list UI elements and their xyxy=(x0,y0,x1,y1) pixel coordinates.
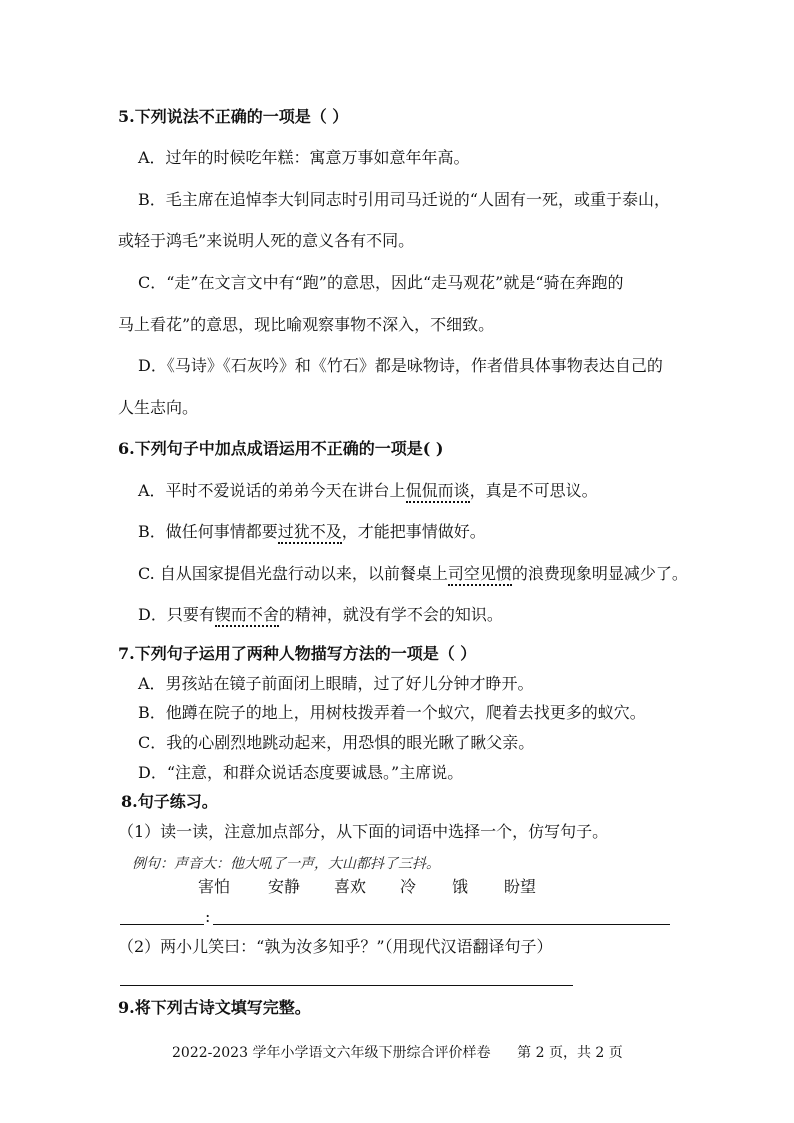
dotted-idiom: 司空见惯 xyxy=(448,564,512,586)
word-bank-item: 喜欢 xyxy=(334,877,367,896)
question-6-option-d xyxy=(138,604,503,626)
question-5-option-d: D．《马诗》《石灰吟》和《竹石》都是咏物诗，作者借具体事物表达自己的 xyxy=(138,356,663,375)
question-5-option-c-cont: 马上看花”的意思，现比喻观察事物不深入，不细致。 xyxy=(118,315,495,334)
question-7-option-c: C．我的心剧烈地跳动起来，用恐惧的眼光瞅了瞅父亲。 xyxy=(138,733,535,752)
question-5-option-d-cont: 人生志向。 xyxy=(118,398,199,417)
question-6-option-c xyxy=(138,563,688,585)
question-7-option-a: A．男孩站在镜子前面闭上眼睛，过了好儿分钟才睁开。 xyxy=(138,674,534,693)
option-text: C. 自从国家提倡光盘行动以来，以前餐桌上 xyxy=(138,564,448,583)
question-5-option-c: C．“走”在文言文中有“跑”的意思，因此“走马观花”就是“骑在奔跑的 xyxy=(138,273,624,292)
question-5-title: 5.下列说法不正确的一项是（ ） xyxy=(118,107,349,126)
question-8-part-2: （2）两小儿笑曰：“孰为汝多知乎？”（用现代汉语翻译句子） xyxy=(118,937,553,956)
question-6-title: 6.下列句子中加点成语运用不正确的一项是( ) xyxy=(118,439,444,458)
answer-blank-sentence[interactable] xyxy=(213,924,670,925)
question-5-option-a: A．过年的时候吃年糕：寓意万事如意年年高。 xyxy=(138,148,470,167)
answer-colon: : xyxy=(205,907,211,926)
option-text: 的浪费现象明显减少了。 xyxy=(511,564,688,583)
question-6-option-a xyxy=(138,480,598,502)
dotted-idiom: 过犹不及 xyxy=(278,522,342,544)
word-bank-item: 安静 xyxy=(268,877,301,896)
question-5-option-b-cont: 或轻于鸿毛”来说明人死的意义各有不同。 xyxy=(118,231,415,250)
word-bank xyxy=(198,876,564,898)
question-6-option-b xyxy=(138,521,486,543)
option-text: ，真是不可思议。 xyxy=(469,481,598,500)
question-7-option-b: B．他蹲在院子的地上，用树枝拨弄着一个蚁穴，爬着去找更多的蚁穴。 xyxy=(138,703,646,722)
option-text: 的精神，就没有学不会的知识。 xyxy=(278,605,503,624)
footer-gap xyxy=(490,1045,517,1061)
option-text: D．只要有 xyxy=(138,605,215,624)
dotted-idiom: 侃侃而谈 xyxy=(406,481,470,503)
question-9-title: 9.将下列古诗文填写完整。 xyxy=(118,998,311,1017)
word-bank-item: 盼望 xyxy=(504,877,537,896)
question-8-title: 8.句子练习。 xyxy=(121,792,218,811)
word-bank-item: 冷 xyxy=(400,877,417,896)
page-footer xyxy=(172,1043,623,1063)
word-bank-item: 害怕 xyxy=(198,877,231,896)
dotted-idiom: 锲而不舍 xyxy=(215,605,279,627)
footer-page-number: 第 2 页，共 2 页 xyxy=(517,1045,623,1061)
option-text: B．做任何事情都要 xyxy=(138,522,278,541)
question-7-option-d: D．“注意，和群众说话态度要诚恳。”主席说。 xyxy=(138,763,464,782)
option-text: A．平时不爱说话的弟弟今天在讲台上 xyxy=(138,481,406,500)
answer-blank-translation[interactable] xyxy=(120,985,573,986)
question-5-option-b: B．毛主席在追悼李大钊同志时引用司马迁说的“人固有一死，或重于泰山， xyxy=(138,190,670,209)
answer-blank-word[interactable] xyxy=(120,924,204,925)
footer-exam-title: 2022-2023 学年小学语文六年级下册综合评价样卷 xyxy=(172,1045,491,1061)
question-7-title: 7.下列句子运用了两种人物描写方法的一项是（ ） xyxy=(118,644,477,663)
option-text: ，才能把事情做好。 xyxy=(341,522,486,541)
word-bank-item: 饿 xyxy=(452,877,469,896)
example-sentence: 例句：声音大：他大吼了一声，大山都抖了三抖。 xyxy=(132,856,440,872)
question-8-part-1: （1）读一读，注意加点部分，从下面的词语中选择一个，仿写句子。 xyxy=(118,822,609,841)
